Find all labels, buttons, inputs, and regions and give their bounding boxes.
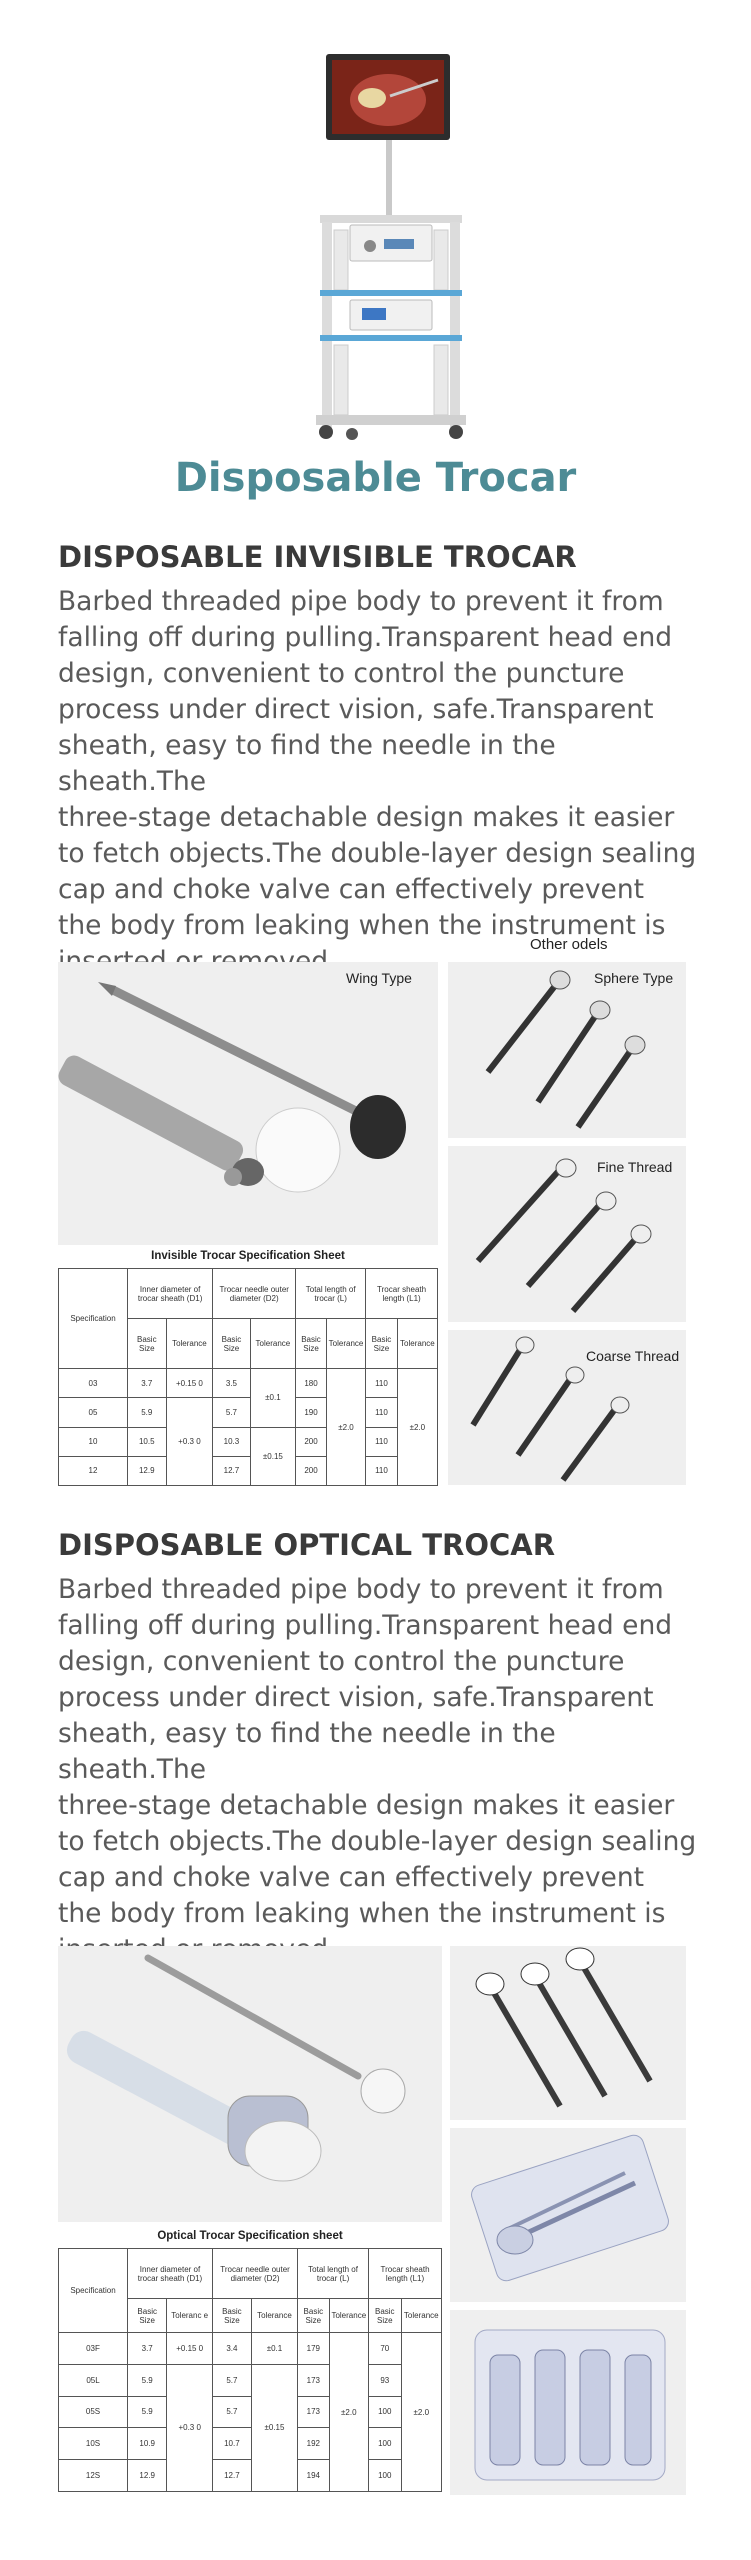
optical-trocar-set-photo: [450, 1946, 686, 2120]
cell-l-tolerance: ±2.0: [326, 1369, 365, 1486]
cell-l: 192: [298, 2428, 329, 2460]
cell-d2: 10.7: [212, 2428, 251, 2460]
subheader-basic: Basic Size: [128, 1319, 167, 1369]
cell-d2: 10.3: [213, 1427, 250, 1456]
cell-l1: 110: [366, 1456, 398, 1485]
description-line: falling off during pulling.Transparent head end: [58, 622, 673, 653]
subheader-basic: Basic Size: [366, 1319, 398, 1369]
description-line: process under direct vision, safe.Transparent: [58, 694, 654, 725]
cell-spec: 05L: [59, 2364, 128, 2396]
cell-d1-tolerance: +0.3 0: [166, 1398, 213, 1486]
cell-l1: 110: [366, 1427, 398, 1456]
column-header: Trocar sheath length (L1): [366, 1269, 438, 1319]
table-row: [59, 2460, 442, 2492]
wing-type-photo: [58, 962, 438, 1245]
cell-d1: 10.5: [128, 1427, 167, 1456]
packaged-set-image: [450, 2310, 686, 2495]
subheader-basic: Basic Size: [298, 2299, 329, 2333]
description-line: process under direct vision, safe.Transparent: [58, 1682, 654, 1713]
cell-l: 179: [298, 2333, 329, 2365]
cell-d2: 5.7: [212, 2364, 251, 2396]
cell-d1: 5.9: [128, 1398, 167, 1427]
cell-spec: 05S: [59, 2396, 128, 2428]
subheader-basic: Basic Size: [213, 1319, 250, 1369]
section-heading-optical-trocar: DISPOSABLE OPTICAL TROCAR: [58, 1528, 556, 1562]
other-models-label: Other odels: [530, 936, 608, 953]
invisible-spec-table: [58, 1268, 438, 1486]
cell-d1-tolerance: +0.3 0: [167, 2364, 213, 2491]
description-line: design, convenient to control the puncture: [58, 1646, 625, 1677]
wing-type-trocar-image: [58, 962, 438, 1245]
blister-pack-image: [450, 2128, 686, 2302]
cell-spec: 12: [59, 1456, 128, 1485]
page-title: Disposable Trocar: [174, 455, 577, 501]
cell-l: 180: [296, 1369, 327, 1398]
optical-spec-sheet-title: Optical Trocar Specification sheet: [157, 2230, 343, 2242]
cell-l: 190: [296, 1398, 327, 1427]
optical-trocar-image: [58, 1946, 442, 2222]
cell-d2-tolerance: ±0.15: [251, 2364, 297, 2491]
subheader-tolerance: Tolerance: [326, 1319, 365, 1369]
table-row: [59, 2396, 442, 2428]
cell-l1: 100: [369, 2428, 401, 2460]
cell-d1: 12.9: [128, 1456, 167, 1485]
cell-l1: 70: [369, 2333, 401, 2365]
optical-trocar-set-image: [450, 1946, 686, 2120]
wing-type-label: Wing Type: [346, 970, 412, 986]
description-line: to fetch objects.The double-layer design sealing: [58, 1826, 697, 1857]
cell-spec: 12S: [59, 2460, 128, 2492]
spec-header: Specification: [59, 2249, 128, 2333]
cell-l: 173: [298, 2396, 329, 2428]
table-row: [59, 1369, 438, 1398]
cell-l-tolerance: ±2.0: [329, 2333, 368, 2492]
cell-d2: 12.7: [213, 1456, 250, 1485]
cell-d2-tolerance: ±0.1: [250, 1369, 296, 1428]
cell-d1: 10.9: [128, 2428, 167, 2460]
cell-d1: 5.9: [128, 2364, 167, 2396]
cell-l1-tolerance: ±2.0: [401, 2333, 441, 2492]
cell-d2: 12.7: [212, 2460, 251, 2492]
subheader-tolerance: Toleranc e: [167, 2299, 213, 2333]
cell-spec: 03F: [59, 2333, 128, 2365]
sphere-type-label: Sphere Type: [594, 970, 674, 986]
cell-l1: 100: [369, 2396, 401, 2428]
cell-l: 173: [298, 2364, 329, 2396]
cell-spec: 10: [59, 1427, 128, 1456]
spec-header: Specification: [59, 1269, 128, 1369]
endoscopy-tower-image: [310, 50, 480, 440]
description-line: cap and choke valve can effectively prevent: [58, 874, 645, 905]
invisible-trocar-description: [58, 584, 708, 980]
column-header: Trocar needle outer diameter (D2): [212, 2249, 297, 2299]
fine-thread-label: Fine Thread: [597, 1159, 673, 1175]
invisible-spec-sheet-title: Invisible Trocar Specification Sheet: [151, 1250, 345, 1262]
description-line: three-stage detachable design makes it easier: [58, 1790, 675, 1821]
cell-d1-tolerance: +0.15 0: [166, 1369, 213, 1398]
table-row: [59, 1456, 438, 1485]
coarse-thread-label: Coarse Thread: [586, 1348, 680, 1364]
cell-l1: 110: [366, 1398, 398, 1427]
subheader-tolerance: Tolerance: [401, 2299, 441, 2333]
description-line: sheath, easy to find the needle in the sheath.The: [58, 730, 556, 797]
cell-d2: 3.5: [213, 1369, 250, 1398]
description-line: Barbed threaded pipe body to prevent it from: [58, 1574, 664, 1605]
cell-l: 194: [298, 2460, 329, 2492]
subheader-basic: Basic Size: [128, 2299, 167, 2333]
cell-d2: 5.7: [212, 2396, 251, 2428]
description-line: cap and choke valve can effectively prevent: [58, 1862, 645, 1893]
sphere-type-photo: [448, 962, 686, 1138]
subheader-basic: Basic Size: [296, 1319, 327, 1369]
cell-l1: 100: [369, 2460, 401, 2492]
description-line: Barbed threaded pipe body to prevent it from: [58, 586, 664, 617]
sphere-type-trocar-image: [448, 962, 686, 1138]
description-line: the body from leaking when the instrument is: [58, 1898, 666, 1929]
cell-spec: 05: [59, 1398, 128, 1427]
description-line: the body from leaking when the instrument is: [58, 910, 666, 941]
section-heading-invisible-trocar: DISPOSABLE INVISIBLE TROCAR: [58, 540, 577, 574]
cell-l: 200: [296, 1427, 327, 1456]
cell-d2: 5.7: [213, 1398, 250, 1427]
packaged-set-photo: [450, 2310, 686, 2495]
cell-d2-tolerance: ±0.15: [250, 1427, 296, 1486]
description-line: design, convenient to control the puncture: [58, 658, 625, 689]
cell-d1-tolerance: +0.15 0: [167, 2333, 213, 2365]
cell-l1: 93: [369, 2364, 401, 2396]
cell-d1: 5.9: [128, 2396, 167, 2428]
subheader-basic: Basic Size: [369, 2299, 401, 2333]
column-header: Inner diameter of trocar sheath (D1): [128, 2249, 213, 2299]
description-line: to fetch objects.The double-layer design sealing: [58, 838, 697, 869]
cell-d2: 3.4: [212, 2333, 251, 2365]
cell-l: 200: [296, 1456, 327, 1485]
cell-spec: 03: [59, 1369, 128, 1398]
subheader-basic: Basic Size: [212, 2299, 251, 2333]
column-header: Trocar needle outer diameter (D2): [213, 1269, 296, 1319]
cell-l1-tolerance: ±2.0: [397, 1369, 437, 1486]
blister-pack-photo: [450, 2128, 686, 2302]
description-line: three-stage detachable design makes it easier: [58, 802, 675, 833]
optical-spec-table: [58, 2248, 442, 2492]
table-row: [59, 1427, 438, 1456]
column-header: Trocar sheath length (L1): [369, 2249, 442, 2299]
cell-d1: 12.9: [128, 2460, 167, 2492]
cell-d1: 3.7: [128, 1369, 167, 1398]
description-line: sheath, easy to find the needle in the sheath.The: [58, 1718, 556, 1785]
column-header: Total length of trocar (L): [298, 2249, 369, 2299]
subheader-tolerance: Tolerance: [329, 2299, 368, 2333]
column-header: Inner diameter of trocar sheath (D1): [128, 1269, 213, 1319]
cell-d2-tolerance: ±0.1: [251, 2333, 297, 2365]
table-row: [59, 2364, 442, 2396]
subheader-tolerance: Tolerance: [250, 1319, 296, 1369]
description-line: falling off during pulling.Transparent head end: [58, 1610, 673, 1641]
cell-l1: 110: [366, 1369, 398, 1398]
optical-trocar-description: [58, 1572, 708, 1968]
table-row: [59, 1398, 438, 1427]
cell-spec: 10S: [59, 2428, 128, 2460]
subheader-tolerance: Tolerance: [251, 2299, 297, 2333]
table-row: [59, 2428, 442, 2460]
cell-d1: 3.7: [128, 2333, 167, 2365]
optical-trocar-photo: [58, 1946, 442, 2222]
subheader-tolerance: Tolerance: [166, 1319, 213, 1369]
column-header: Total length of trocar (L): [296, 1269, 366, 1319]
table-row: [59, 2333, 442, 2365]
subheader-tolerance: Tolerance: [397, 1319, 437, 1369]
